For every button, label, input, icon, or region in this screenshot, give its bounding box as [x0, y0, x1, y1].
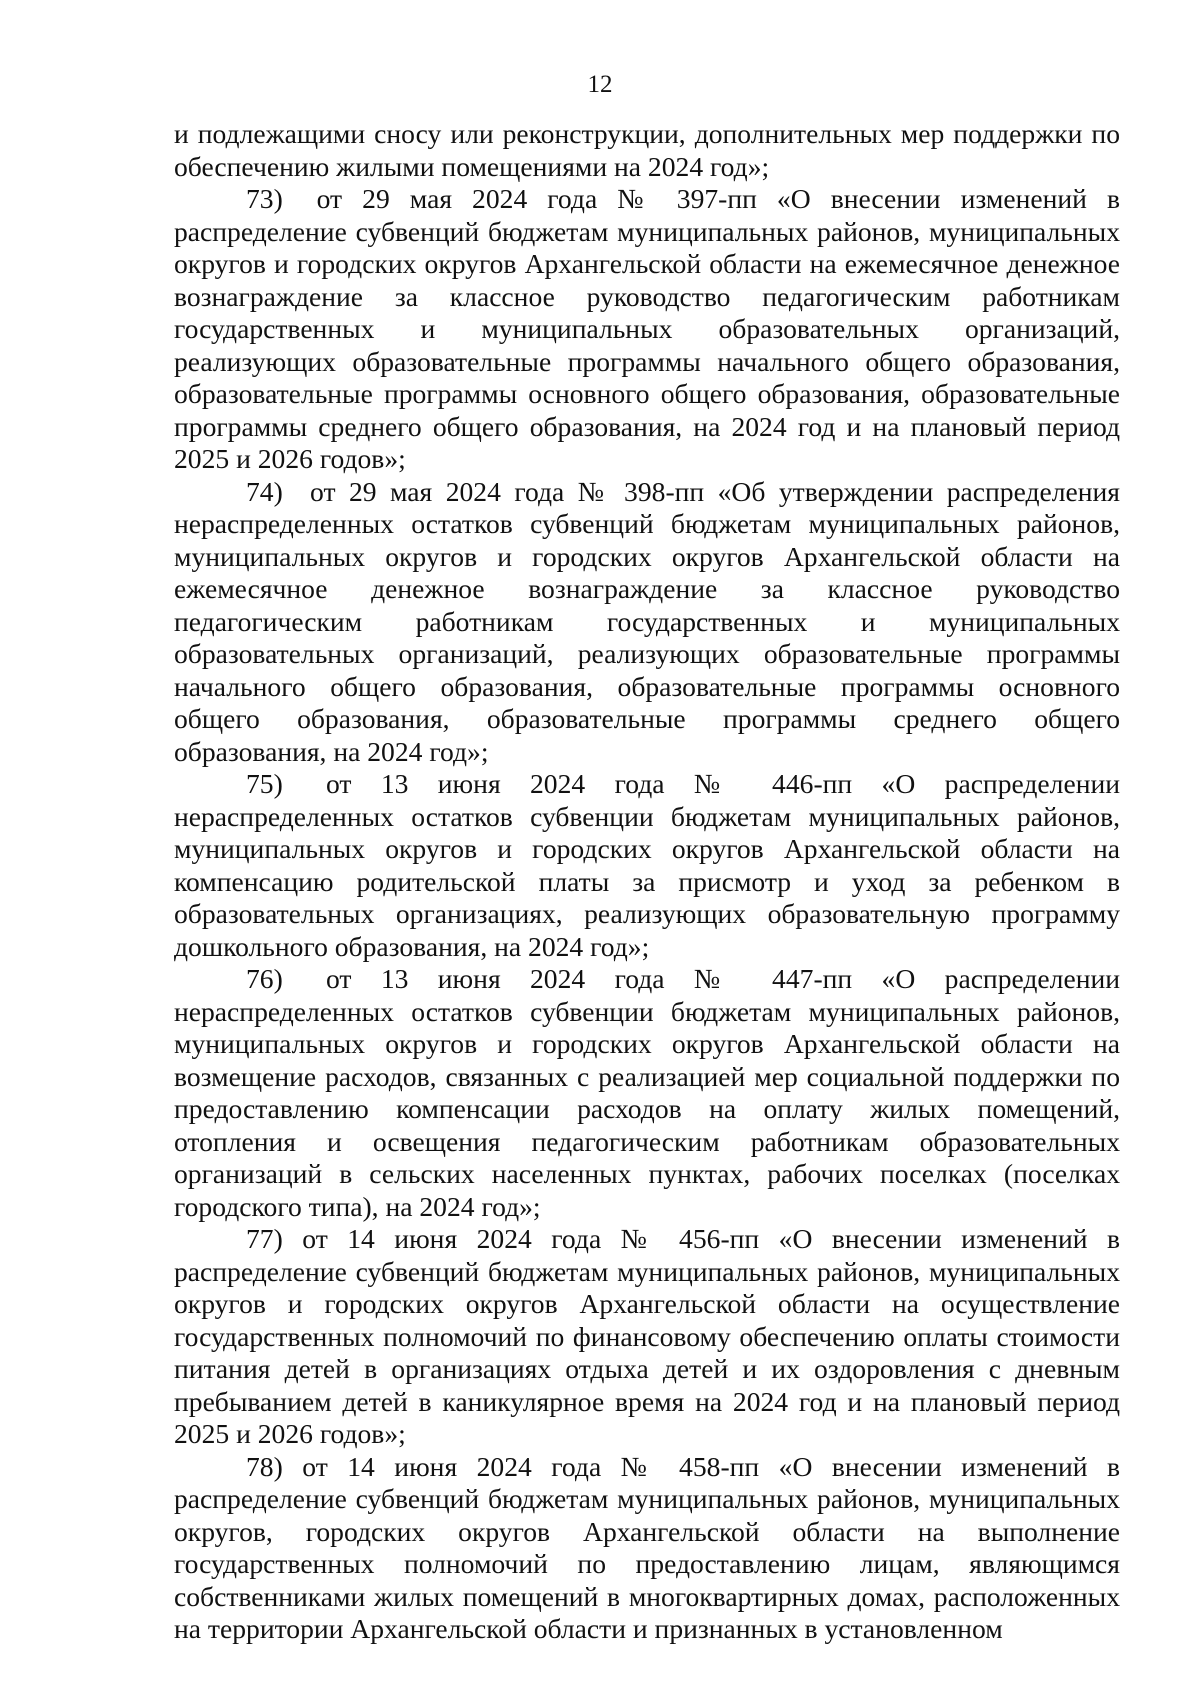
list-item-74: 74) от 29 мая 2024 года № 398-пп «Об утверждении распределения нераспределенных остатков субвенций бюджетам муниципальных районов, муниципальных округов и городских округов Архангельской области на ежемесячное денежное вознаграждение за классное руководство педагогическим работникам государственных и муниципальных образовательных организаций, реализующих образовательные программы начального общего образования, образовательные программы основного общего образования, образовательные программы среднего общего образования, на 2024 год»; — [174, 475, 1120, 767]
list-item-76: 76) от 13 июня 2024 года № 447-пп «О распределении нераспределенных остатков субвенции бюджетам муниципальных районов, муниципальных округов и городских округов Архангельской области на возмещение расходов, связанных с реализацией мер социальной поддержки по предоставлению компенсации расходов на оплату жилых помещений, отопления и освещения педагогическим работникам образовательных организаций в сельских населенных пунктах, рабочих поселках (поселках городского типа), на 2024 год»; — [174, 963, 1120, 1222]
list-item-75: 75) от 13 июня 2024 года № 446-пп «О распределении нераспределенных остатков субвенции бюджетам муниципальных районов, муниципальных округов и городских округов Архангельской области на компенсацию родительской платы за присмотр и уход за ребенком в образовательных организациях, реализующих образовательную программу дошкольного образования, на 2024 год»; — [174, 768, 1120, 962]
page-number: 12 — [587, 71, 613, 98]
paragraph-continuation: и подлежащими сносу или реконструкции, дополнительных мер поддержки по обеспечению жилыми помещениями на 2024 год»; — [174, 118, 1120, 182]
list-item-78: 78) от 14 июня 2024 года № 458-пп «О внесении изменений в распределение субвенций бюджетам муниципальных районов, муниципальных округов, городских округов Архангельской области на выполнение государственных полномочий по предоставлению лицам, являющимся собственниками жилых помещений в многоквартирных домах, расположенных на территории Архангельской области и признанных в установленном — [174, 1450, 1120, 1644]
list-item-73: 73) от 29 мая 2024 года № 397-пп «О внесении изменений в распределение субвенций бюджетам муниципальных районов, муниципальных округов и городских округов Архангельской области на ежемесячное денежное вознаграждение за классное руководство педагогическим работникам государственных и муниципальных образовательных организаций, реализующих образовательные программы начального общего образования, образовательные программы основного общего образования, образовательные программы среднего общего образования, на 2024 год и на плановый период 2025 и 2026 годов»; — [174, 183, 1120, 474]
document-body — [174, 118, 1120, 1646]
list-item-77: 77) от 14 июня 2024 года № 456-пп «О внесении изменений в распределение субвенций бюджетам муниципальных районов, муниципальных округов и городских округов Архангельской области на осуществление государственных полномочий по финансовому обеспечению оплаты стоимости питания детей в организациях отдыха детей и их оздоровления с дневным пребыванием детей в каникулярное время на 2024 год и на плановый период 2025 и 2026 годов»; — [174, 1223, 1120, 1449]
